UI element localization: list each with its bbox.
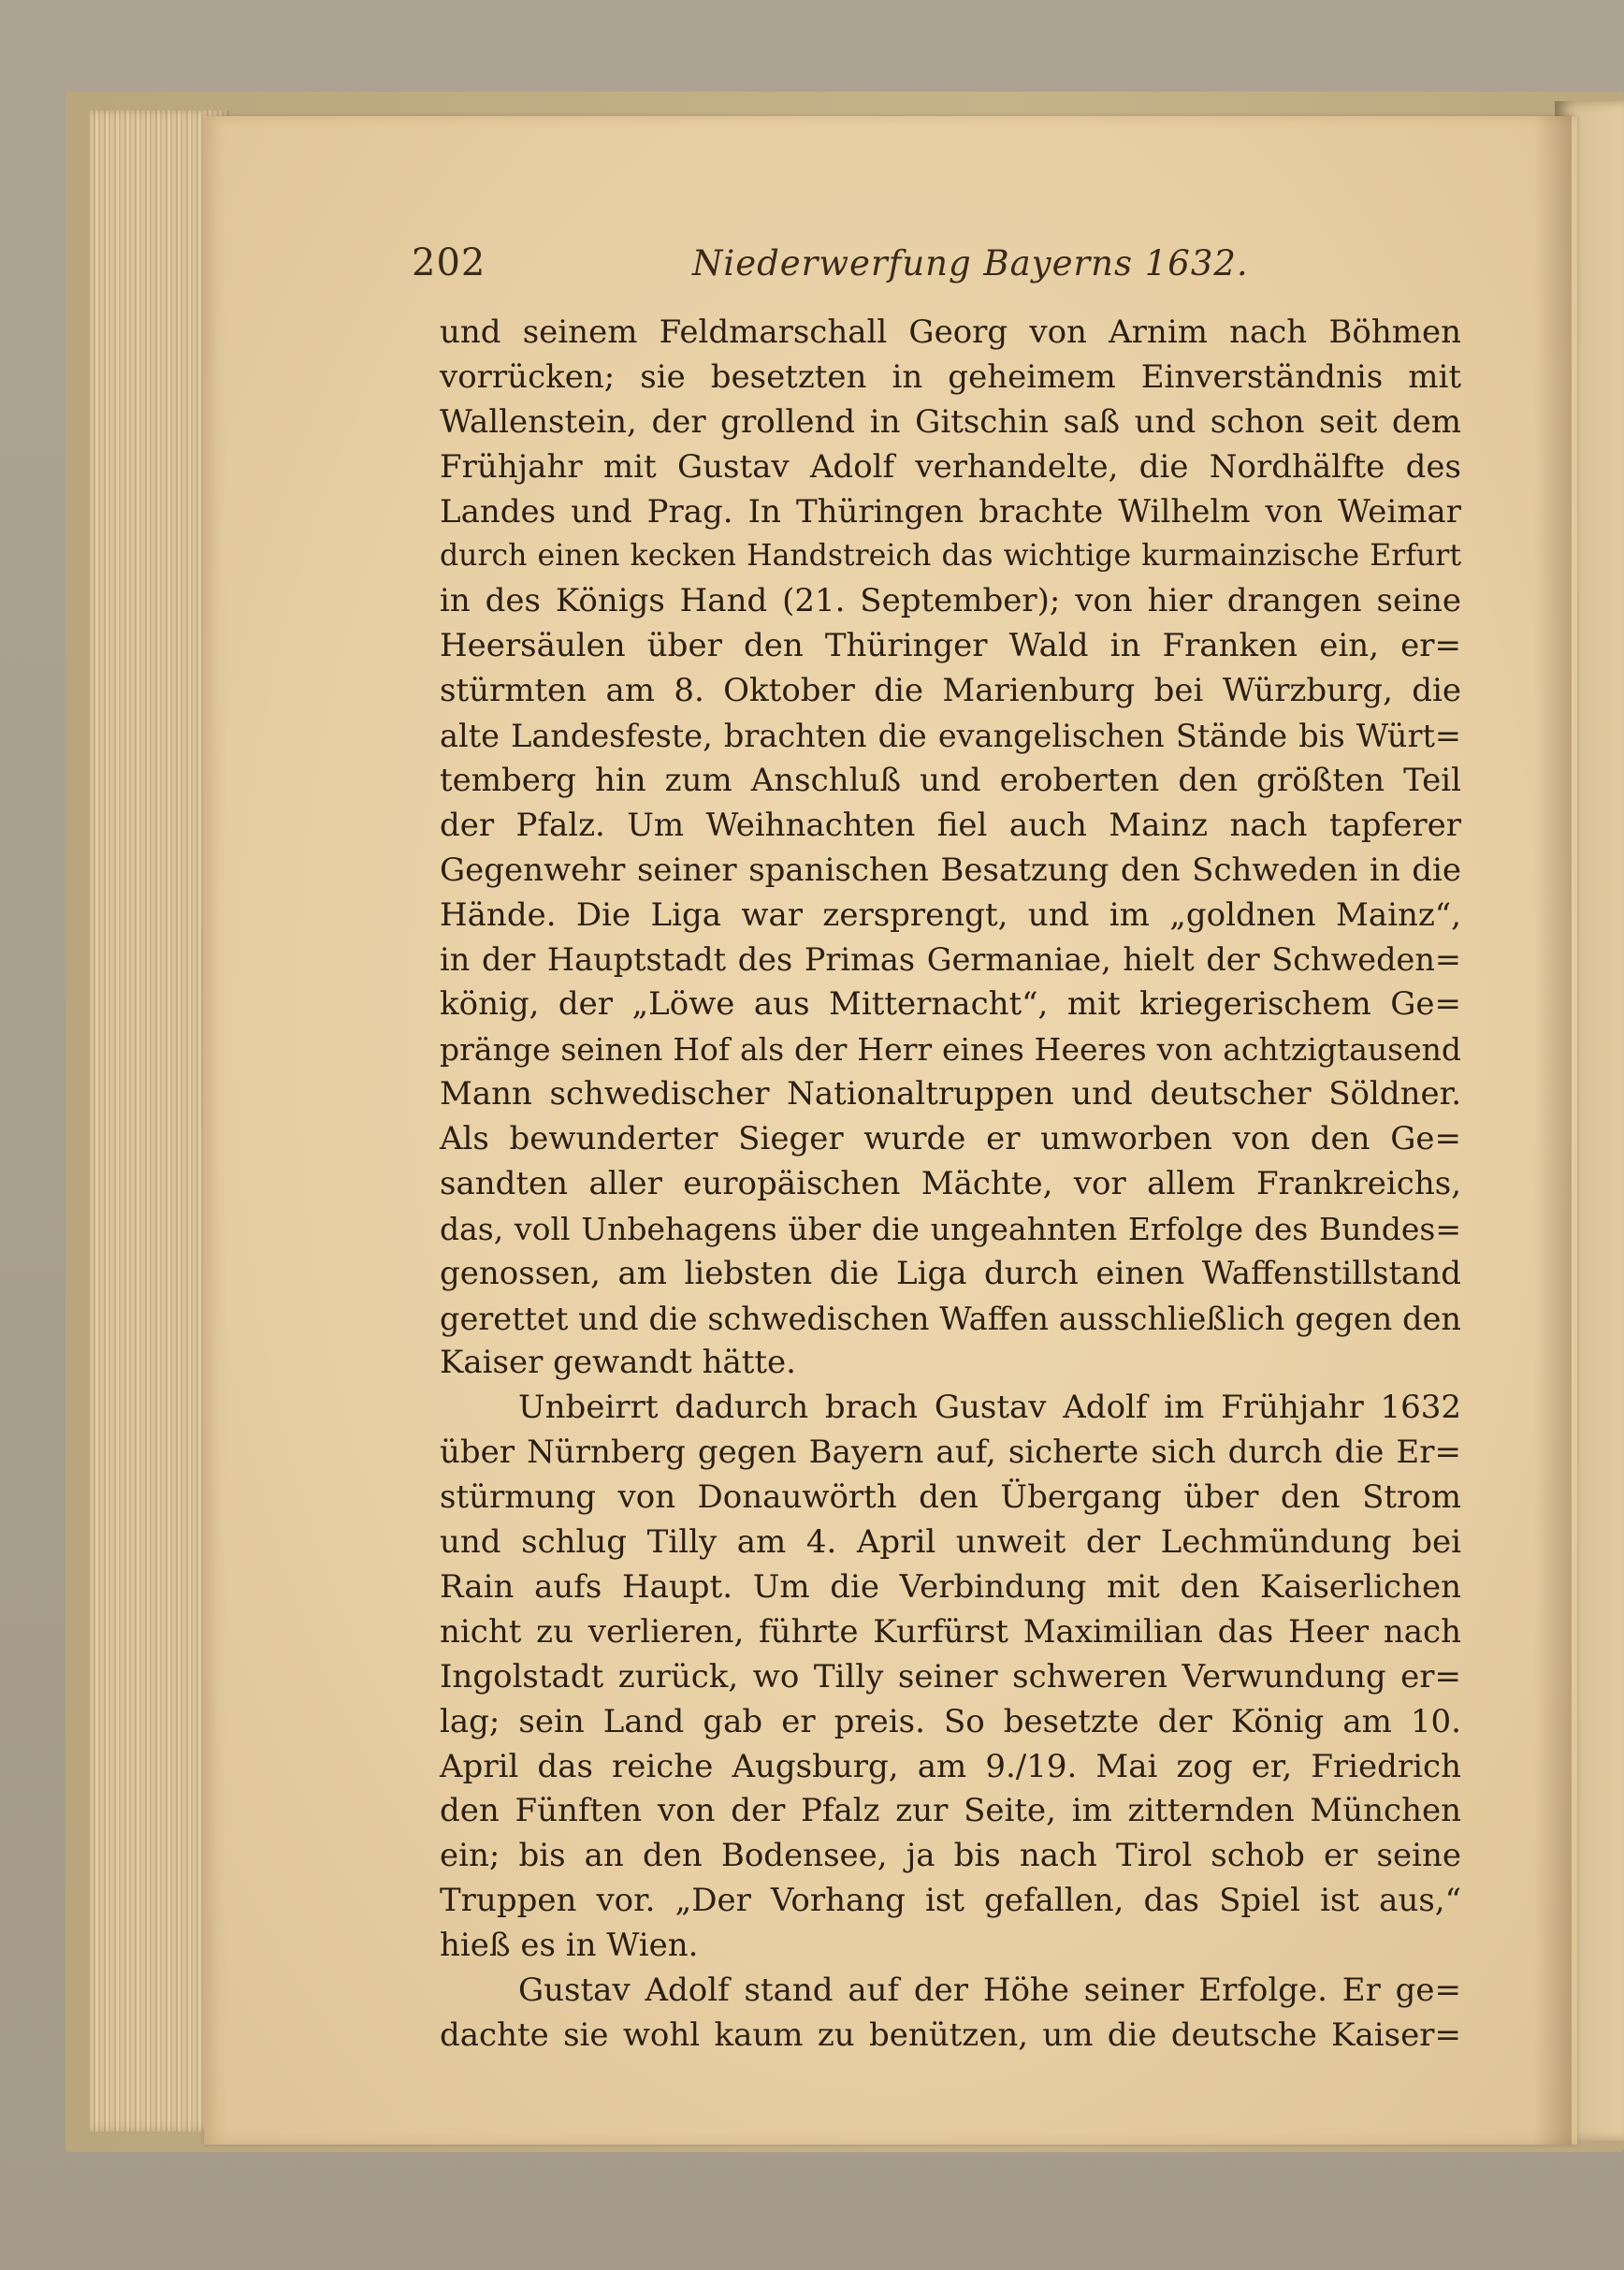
text-line: Gustav Adolf stand auf der Höhe seiner Erfolge. Er ge=: [518, 1971, 1461, 2009]
text-line: Kaiser gewandt hätte.: [440, 1344, 796, 1382]
text-line: und schlug Tilly am 4. April unweit der Lechmündung bei: [440, 1523, 1461, 1562]
text-line: pränge seinen Hof als der Herr eines Heeres von achtzigtausend: [440, 1031, 1461, 1069]
text-line: gerettet und die schwedischen Waffen ausschließlich gegen den: [440, 1300, 1461, 1337]
page-number: 202: [412, 241, 486, 284]
text-line: Ingolstadt zurück, wo Tilly seiner schweren Verwundung er=: [440, 1657, 1461, 1695]
text-line: und seinem Feldmarschall Georg von Arnim nach Böhmen: [440, 313, 1461, 351]
text-line: könig, der „Löwe aus Mitternacht“, mit kriegerischem Ge=: [440, 985, 1461, 1024]
text-line: Hände. Die Liga war zersprengt, und im „goldnen Mainz“,: [440, 895, 1461, 934]
text-line: alte Landesfeste, brachten die evangelischen Stände bis Würt=: [440, 718, 1461, 755]
text-line: Unbeirrt dadurch brach Gustav Adolf im Frühjahr 1632: [518, 1389, 1461, 1427]
text-line: temberg hin zum Anschluß und eroberten den größten Teil: [440, 761, 1461, 799]
text-line: Frühjahr mit Gustav Adolf verhandelte, die Nordhälfte des: [440, 447, 1461, 486]
text-line: genossen, am liebsten die Liga durch einen Waffenstillstand: [440, 1254, 1461, 1292]
text-line: Mann schwedischer Nationaltruppen und deutscher Söldner.: [440, 1075, 1461, 1113]
text-line: Rain aufs Haupt. Um die Verbindung mit den Kaiserlichen: [440, 1567, 1461, 1606]
text-line: Wallenstein, der grollend in Gitschin saß und schon seit dem: [440, 402, 1461, 441]
text-line: in des Königs Hand (21. September); von hier drangen seine: [440, 582, 1461, 620]
text-line: ein; bis an den Bodensee, ja bis nach Tirol schob er seine: [440, 1837, 1461, 1875]
text-line: vorrücken; sie besetzten in geheimem Einverständnis mit: [440, 357, 1461, 396]
text-line: in der Hauptstadt des Primas Germaniae, hielt der Schweden=: [440, 941, 1461, 979]
running-head: [412, 241, 1459, 298]
body-text: [440, 311, 1461, 2059]
text-line: Heersäulen über den Thüringer Wald in Franken ein, er=: [440, 627, 1461, 665]
text-line: nicht zu verlieren, führte Kurfürst Maximilian das Heer nach: [440, 1612, 1461, 1651]
text-line: durch einen kecken Handstreich das wichtige kurmainzische Erfurt: [440, 539, 1461, 574]
spine-shadow: [1534, 116, 1572, 2145]
text-line: über Nürnberg gegen Bayern auf, sicherte sich durch die Er=: [440, 1433, 1461, 1472]
text-line: stürmten am 8. Oktober die Marienburg bei Würzburg, die: [440, 672, 1461, 710]
text-line: Gegenwehr seiner spanischen Besatzung den Schweden in die: [440, 851, 1461, 889]
text-line: Als bewunderter Sieger wurde er umworben von den Ge=: [440, 1120, 1461, 1158]
text-line: stürmung von Donauwörth den Übergang über den Strom: [440, 1478, 1461, 1517]
text-line: dachte sie wohl kaum zu benützen, um die deutsche Kaiser=: [440, 2015, 1461, 2054]
text-line: hieß es in Wien.: [440, 1927, 699, 1965]
text-line: den Fünften von der Pfalz zur Seite, im zitternden München: [440, 1792, 1461, 1830]
text-line: April das reiche Augsburg, am 9./19. Mai zog er, Friedrich: [440, 1747, 1461, 1785]
text-line: das, voll Unbehagens über die ungeahnten Erfolge des Bundes=: [440, 1210, 1461, 1247]
running-title: Niederwerfung Bayerns 1632.: [692, 243, 1249, 284]
text-line: Landes und Prag. In Thüringen brachte Wilhelm von Weimar: [440, 492, 1461, 531]
text-line: sandten aller europäischen Mächte, vor allem Frankreichs,: [440, 1164, 1461, 1202]
text-line: lag; sein Land gab er preis. So besetzte der König am 10.: [440, 1702, 1461, 1740]
text-line: Truppen vor. „Der Vorhang ist gefallen, das Spiel ist aus,“: [440, 1882, 1461, 1920]
text-line: der Pfalz. Um Weihnachten fiel auch Mainz nach tapferer: [440, 806, 1461, 844]
